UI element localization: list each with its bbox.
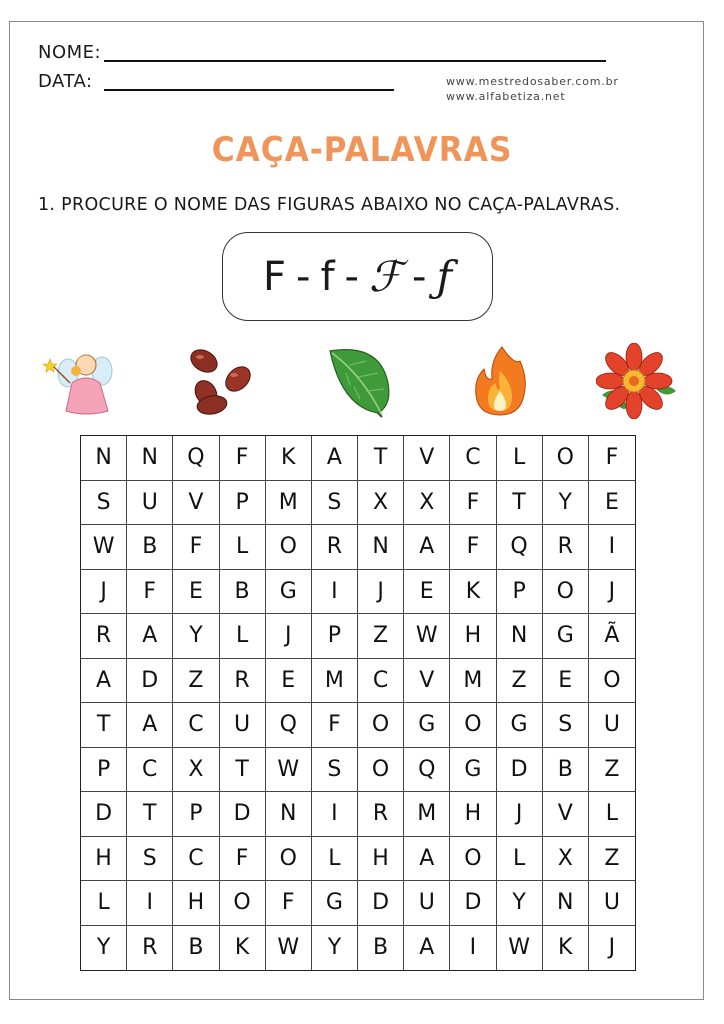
grid-cell[interactable]: Q: [266, 703, 312, 748]
grid-cell[interactable]: A: [404, 837, 450, 882]
grid-cell[interactable]: Y: [497, 881, 543, 926]
grid-cell[interactable]: R: [81, 614, 127, 659]
grid-cell[interactable]: K: [450, 570, 496, 615]
grid-cell[interactable]: X: [173, 748, 219, 793]
grid-cell[interactable]: T: [127, 792, 173, 837]
grid-cell[interactable]: K: [543, 926, 589, 971]
grid-cell[interactable]: O: [543, 436, 589, 481]
grid-cell[interactable]: M: [404, 792, 450, 837]
grid-cell[interactable]: X: [543, 837, 589, 882]
letter-lower: f: [320, 253, 335, 300]
site-url-2: www.alfabetiza.net: [446, 90, 566, 103]
grid-cell[interactable]: Z: [589, 837, 635, 882]
grid-cell[interactable]: S: [312, 748, 358, 793]
grid-cell[interactable]: L: [220, 614, 266, 659]
grid-cell[interactable]: D: [450, 881, 496, 926]
grid-cell[interactable]: W: [497, 926, 543, 971]
grid-cell[interactable]: E: [173, 570, 219, 615]
grid-cell[interactable]: B: [358, 926, 404, 971]
grid-cell[interactable]: F: [450, 525, 496, 570]
grid-cell[interactable]: O: [220, 881, 266, 926]
grid-cell[interactable]: Q: [404, 748, 450, 793]
grid-cell[interactable]: I: [312, 792, 358, 837]
grid-cell[interactable]: D: [358, 881, 404, 926]
letter-upper: F: [263, 253, 287, 300]
grid-cell[interactable]: E: [589, 481, 635, 526]
grid-cell[interactable]: Y: [81, 926, 127, 971]
site-url-1: www.mestredosaber.com.br: [446, 75, 619, 88]
letters-box: [222, 232, 493, 321]
grid-cell[interactable]: C: [173, 703, 219, 748]
figures-row: [0, 343, 724, 423]
word-search-grid: [80, 435, 636, 971]
name-label: NOME:: [38, 42, 102, 63]
grid-cell[interactable]: D: [220, 792, 266, 837]
grid-cell[interactable]: N: [81, 436, 127, 481]
grid-cell[interactable]: A: [312, 436, 358, 481]
grid-cell[interactable]: Z: [589, 748, 635, 793]
grid-cell[interactable]: R: [127, 926, 173, 971]
grid-cell[interactable]: H: [81, 837, 127, 882]
grid-cell[interactable]: N: [497, 614, 543, 659]
grid-cell[interactable]: Ã: [589, 614, 635, 659]
grid-cell[interactable]: D: [497, 748, 543, 793]
grid-cell[interactable]: O: [450, 837, 496, 882]
grid-cell[interactable]: V: [173, 481, 219, 526]
grid-cell[interactable]: C: [450, 436, 496, 481]
separator: -: [296, 253, 311, 300]
grid-cell[interactable]: E: [404, 570, 450, 615]
grid-cell[interactable]: Y: [543, 481, 589, 526]
grid-cell[interactable]: G: [497, 703, 543, 748]
grid-cell[interactable]: L: [497, 837, 543, 882]
grid-cell[interactable]: D: [127, 659, 173, 704]
grid-cell[interactable]: W: [81, 525, 127, 570]
grid-cell[interactable]: P: [173, 792, 219, 837]
grid-cell[interactable]: A: [81, 659, 127, 704]
grid-cell[interactable]: L: [312, 837, 358, 882]
grid-cell[interactable]: O: [589, 659, 635, 704]
grid-cell[interactable]: G: [312, 881, 358, 926]
grid-cell[interactable]: M: [312, 659, 358, 704]
grid-cell[interactable]: J: [497, 792, 543, 837]
date-label: DATA:: [38, 71, 93, 92]
grid-cell[interactable]: B: [127, 525, 173, 570]
grid-cell[interactable]: Z: [497, 659, 543, 704]
grid-cell[interactable]: L: [497, 436, 543, 481]
grid-cell[interactable]: Q: [497, 525, 543, 570]
grid-cell[interactable]: J: [81, 570, 127, 615]
grid-cell[interactable]: J: [266, 614, 312, 659]
grid-cell[interactable]: N: [266, 792, 312, 837]
grid-cell[interactable]: V: [404, 436, 450, 481]
grid-cell[interactable]: C: [358, 659, 404, 704]
grid-cell[interactable]: L: [589, 792, 635, 837]
grid-cell[interactable]: W: [266, 748, 312, 793]
grid-cell[interactable]: O: [543, 570, 589, 615]
grid-cell[interactable]: X: [358, 481, 404, 526]
grid-cell[interactable]: F: [220, 837, 266, 882]
letter-cursive-upper: ℱ: [368, 252, 403, 301]
grid-cell[interactable]: S: [81, 481, 127, 526]
grid-cell[interactable]: U: [589, 703, 635, 748]
beans-icon: [182, 343, 262, 419]
grid-cell[interactable]: C: [127, 748, 173, 793]
grid-cell[interactable]: O: [266, 837, 312, 882]
grid-cell[interactable]: D: [81, 792, 127, 837]
grid-cell[interactable]: J: [358, 570, 404, 615]
grid-cell[interactable]: T: [497, 481, 543, 526]
grid-cell[interactable]: I: [312, 570, 358, 615]
grid-cell[interactable]: J: [589, 570, 635, 615]
grid-cell[interactable]: K: [220, 926, 266, 971]
grid-cell[interactable]: R: [312, 525, 358, 570]
grid-cell[interactable]: G: [450, 748, 496, 793]
page-title: CAÇA-PALAVRAS: [211, 130, 513, 170]
grid-cell[interactable]: T: [81, 703, 127, 748]
name-line[interactable]: [104, 60, 606, 62]
grid-cell[interactable]: B: [543, 748, 589, 793]
grid-cell[interactable]: Q: [173, 436, 219, 481]
grid-cell[interactable]: U: [589, 881, 635, 926]
grid-cell[interactable]: P: [497, 570, 543, 615]
grid-cell[interactable]: A: [404, 926, 450, 971]
grid-cell[interactable]: U: [220, 703, 266, 748]
flower-icon: [596, 343, 676, 419]
grid-cell[interactable]: H: [450, 792, 496, 837]
grid-cell[interactable]: F: [589, 436, 635, 481]
separator: -: [412, 253, 427, 300]
grid-cell[interactable]: H: [358, 837, 404, 882]
separator: -: [344, 253, 359, 300]
grid-cell[interactable]: N: [543, 881, 589, 926]
fairy-icon: [42, 343, 122, 419]
grid-cell[interactable]: M: [266, 481, 312, 526]
leaf-icon: [322, 343, 402, 419]
grid-cell[interactable]: E: [543, 659, 589, 704]
grid-cell[interactable]: T: [358, 436, 404, 481]
grid-cell[interactable]: V: [404, 659, 450, 704]
grid-cell[interactable]: B: [173, 926, 219, 971]
grid-cell[interactable]: N: [127, 436, 173, 481]
grid-cell[interactable]: T: [220, 748, 266, 793]
date-line[interactable]: [104, 89, 394, 91]
grid-cell[interactable]: R: [543, 525, 589, 570]
grid-cell[interactable]: S: [543, 703, 589, 748]
grid-cell[interactable]: H: [450, 614, 496, 659]
grid-cell[interactable]: F: [450, 481, 496, 526]
grid-cell[interactable]: X: [404, 481, 450, 526]
grid-cell[interactable]: P: [220, 481, 266, 526]
letter-cursive-lower: ƒ: [436, 252, 452, 301]
grid-cell[interactable]: Z: [173, 659, 219, 704]
grid-cell[interactable]: H: [173, 881, 219, 926]
grid-cell[interactable]: I: [127, 881, 173, 926]
grid-cell[interactable]: U: [404, 881, 450, 926]
grid-cell[interactable]: G: [266, 570, 312, 615]
grid-cell[interactable]: N: [358, 525, 404, 570]
grid-cell[interactable]: O: [450, 703, 496, 748]
grid-cell[interactable]: O: [358, 748, 404, 793]
fire-icon: [462, 343, 542, 419]
grid-cell[interactable]: K: [266, 436, 312, 481]
grid-cell[interactable]: P: [81, 748, 127, 793]
grid-cell[interactable]: O: [358, 703, 404, 748]
grid-cell[interactable]: E: [266, 659, 312, 704]
grid-cell[interactable]: G: [543, 614, 589, 659]
grid-cell[interactable]: P: [312, 614, 358, 659]
grid-cell[interactable]: V: [543, 792, 589, 837]
grid-cell[interactable]: Y: [312, 926, 358, 971]
grid-cell[interactable]: A: [404, 525, 450, 570]
grid-cell[interactable]: I: [450, 926, 496, 971]
grid-cell[interactable]: J: [608, 935, 616, 961]
grid-cell[interactable]: F: [266, 881, 312, 926]
grid-cell[interactable]: L: [220, 525, 266, 570]
grid-cell[interactable]: W: [404, 614, 450, 659]
grid-cell[interactable]: C: [173, 837, 219, 882]
grid-cell[interactable]: R: [220, 659, 266, 704]
grid-cell[interactable]: L: [81, 881, 127, 926]
grid-cell[interactable]: A: [127, 703, 173, 748]
grid-cell[interactable]: B: [220, 570, 266, 615]
grid-cell[interactable]: S: [127, 837, 173, 882]
grid-cell[interactable]: G: [404, 703, 450, 748]
grid-cell[interactable]: M: [450, 659, 496, 704]
grid-cell[interactable]: I: [589, 525, 635, 570]
grid-cell[interactable]: F: [220, 436, 266, 481]
grid-cell[interactable]: A: [127, 614, 173, 659]
grid-cell[interactable]: O: [266, 525, 312, 570]
instruction-text: 1. PROCURE O NOME DAS FIGURAS ABAIXO NO CAÇA-PALAVRAS.: [38, 195, 621, 215]
grid-cell[interactable]: W: [266, 926, 312, 971]
grid-cell[interactable]: U: [127, 481, 173, 526]
grid-cell[interactable]: S: [312, 481, 358, 526]
grid-cell[interactable]: F: [127, 570, 173, 615]
grid-cell[interactable]: R: [358, 792, 404, 837]
grid-cell[interactable]: F: [173, 525, 219, 570]
grid-cell[interactable]: Y: [173, 614, 219, 659]
grid-cell[interactable]: F: [312, 703, 358, 748]
grid-cell[interactable]: Z: [358, 614, 404, 659]
